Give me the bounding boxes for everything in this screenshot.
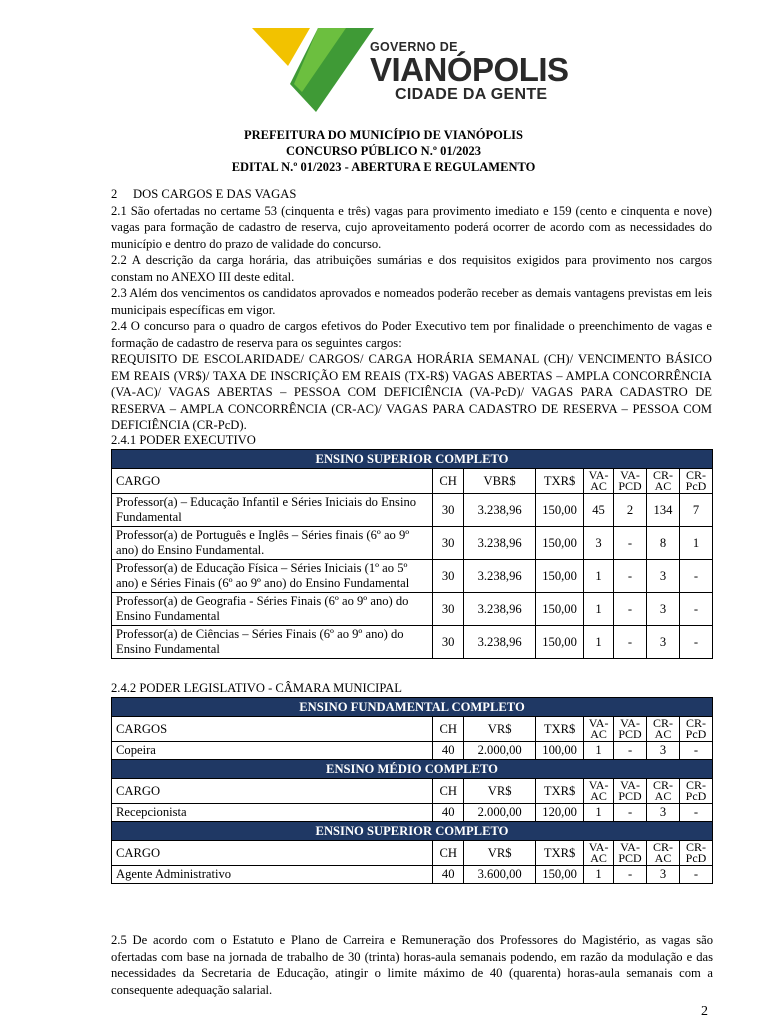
column-header: CARGO [112,779,433,804]
table-cell: 3 [647,742,680,760]
column-header: CR- PcD [679,717,712,742]
executive-positions-table [111,449,713,659]
header-line-3: EDITAL N.º 01/2023 - ABERTURA E REGULAMENTO [231,160,536,174]
subsection-2-4-1: 2.4.1 PODER EXECUTIVO [111,433,256,447]
table-cell: 3 [647,560,680,593]
table-cell: - [614,626,647,659]
column-header: VA- AC [584,841,614,866]
table-cell: 134 [647,494,680,527]
position-name-cell: Professor(a) de Português e Inglês – Séries finais (6º ao 9º ano) do Ensino Fundamental. [112,527,433,560]
table-header-row [112,779,713,804]
paragraph-2-3: 2.3 Além dos vencimentos os candidatos aprovados e nomeados poderão receber as demais vantagens previstas em leis municipais específicas em vigor. [111,286,712,317]
position-name-cell: Professor(a) de Educação Física – Séries Iniciais (1º ao 5º ano) e Séries Finais (6º ao 9º ano) do Ensino Fundamental [112,560,433,593]
paragraph-2-4-legend: REQUISITO DE ESCOLARIDADE/ CARGOS/ CARGA HORÁRIA SEMANAL (CH)/ VENCIMENTO BÁSICO EM REAIS (VR$)/ TAXA DE INSCRIÇÃO EM REAIS (TX-R$) VAGAS ABERTAS – AMPLA CONCORRÊNCIA (VA-AC)/ VAGAS ABERTAS – PESSOA COM DEFICIÊNCIA (VA-PcD)/ VAGAS PARA CADASTRO DE RESERVA – AMPLA CONCORRÊNCIA (CR-AC)/ VAGAS PARA CADASTRO DE RESERVA – PESSOA COM DEFICIÊNCIA (CR-PcD). [111,352,712,432]
table-band-row [112,760,713,779]
section-heading: 2 DOS CARGOS E DAS VAGAS [111,187,297,201]
column-header: VR$ [464,779,536,804]
table-cell: 40 [433,742,464,760]
paragraph-2-5: 2.5 De acordo com o Estatuto e Plano de Carreira e Remuneração dos Professores do Magistério, as vagas são ofertadas com base na jornada de trabalho de 30 (trinta) horas-aula semanais podendo, em razão da modulação e das necessidades da Secretaria de Educação, atingir o limite máximo de 40 (quarenta) horas-aula semanais com a consequente adequação salarial. [111,933,713,997]
column-header: CH [433,841,464,866]
column-header: CR- AC [647,717,680,742]
position-name-cell: Agente Administrativo [112,866,433,884]
logo-line-2: VIANÓPOLIS [370,51,569,88]
table-cell: 1 [584,593,614,626]
table-cell: 30 [433,560,464,593]
table-cell: 3 [647,593,680,626]
column-header: VA- PCD [614,717,647,742]
column-header: VA- PCD [614,779,647,804]
table-row [112,742,713,760]
table-cell: 150,00 [536,626,584,659]
table-cell: 40 [433,804,464,822]
subsection-2-4-2: 2.4.2 PODER LEGISLATIVO - CÂMARA MUNICIPAL [111,681,402,695]
table-cell: 3.238,96 [464,560,536,593]
table-row [112,626,713,659]
table-cell: 3 [584,527,614,560]
logo-wordmark [370,40,569,104]
page-number: 2 [701,1004,708,1019]
column-header: CR- AC [647,469,680,494]
table-cell: 3.600,00 [464,866,536,884]
table-cell: - [679,804,712,822]
table-cell: - [679,560,712,593]
table-cell: 45 [584,494,614,527]
education-level-band: ENSINO SUPERIOR COMPLETO [112,450,713,469]
column-header: VBR$ [464,469,536,494]
position-name-cell: Professor(a) – Educação Infantil e Séries Iniciais do Ensino Fundamental [112,494,433,527]
table-row [112,527,713,560]
logo-line-1: GOVERNO DE [370,40,458,54]
column-header: CARGO [112,841,433,866]
table-cell: - [614,560,647,593]
table-header-row [112,717,713,742]
column-header: CH [433,779,464,804]
table-cell: 3 [647,626,680,659]
table-cell: 3.238,96 [464,626,536,659]
table-cell: 150,00 [536,866,584,884]
column-header: VR$ [464,717,536,742]
table-header-row [112,469,713,494]
table-row [112,804,713,822]
column-header: VA- AC [584,469,614,494]
table-cell: - [614,742,647,760]
table-cell: 3.238,96 [464,527,536,560]
table-cell: - [679,593,712,626]
table-cell: 7 [679,494,712,527]
education-level-band: ENSINO SUPERIOR COMPLETO [112,822,713,841]
column-header: CR- AC [647,779,680,804]
table-band-row [112,822,713,841]
table-cell: 2.000,00 [464,804,536,822]
column-header: TXR$ [536,841,584,866]
column-header: TXR$ [536,779,584,804]
table-row [112,494,713,527]
table-cell: 150,00 [536,494,584,527]
logo-line-3: CIDADE DA GENTE [395,86,548,103]
education-level-band: ENSINO MÉDIO COMPLETO [112,760,713,779]
table-row [112,593,713,626]
table-band-row [112,450,713,469]
table-header-row [112,841,713,866]
table-cell: 8 [647,527,680,560]
table-cell: 3 [647,866,680,884]
paragraph-2-1: 2.1 São ofertadas no certame 53 (cinquenta e três) vagas para provimento imediato e 159 (cento e cinquenta e nove) vagas para formação de cadastro de reserva, cujo aproveitamento poderá ocorrer de acordo com as necessidades do município e dentro do prazo de validade do concurso. [111,203,712,251]
table-cell: 150,00 [536,593,584,626]
table-row [112,560,713,593]
table-cell: 1 [584,804,614,822]
column-header: CARGOS [112,717,433,742]
column-header: CR- PcD [679,469,712,494]
header-line-1: PREFEITURA DO MUNICÍPIO DE VIANÓPOLIS [244,128,523,142]
position-name-cell: Professor(a) de Ciências – Séries Finais (6º ao 9º ano) do Ensino Fundamental [112,626,433,659]
table-band-row [112,698,713,717]
column-header: VA- PCD [614,841,647,866]
table-cell: 30 [433,527,464,560]
table-cell: - [614,866,647,884]
table-cell: 1 [584,866,614,884]
column-header: VA- PCD [614,469,647,494]
column-header: CH [433,717,464,742]
paragraph-2-2: 2.2 A descrição da carga horária, das atribuições sumárias e dos requisitos exigidos para provimento nos cargos constam no ANEXO III deste edital. [111,253,712,284]
table-cell: 150,00 [536,560,584,593]
column-header: CH [433,469,464,494]
legislative-positions-table [111,697,713,884]
column-header: VR$ [464,841,536,866]
table-cell: 1 [584,560,614,593]
table-cell: - [614,804,647,822]
column-header: VA- AC [584,779,614,804]
table-cell: - [679,866,712,884]
column-header: CR- AC [647,841,680,866]
column-header: TXR$ [536,469,584,494]
table-cell: 30 [433,494,464,527]
column-header: CARGO [112,469,433,494]
table-cell: 150,00 [536,527,584,560]
column-header: VA- AC [584,717,614,742]
table-cell: 1 [584,626,614,659]
position-name-cell: Recepcionista [112,804,433,822]
table-cell: 120,00 [536,804,584,822]
table-cell: 2.000,00 [464,742,536,760]
table-cell: 2 [614,494,647,527]
table-cell: 1 [679,527,712,560]
education-level-band: ENSINO FUNDAMENTAL COMPLETO [112,698,713,717]
document-header [0,127,767,175]
column-header: CR- PcD [679,779,712,804]
table-cell: - [614,527,647,560]
table-cell: 3.238,96 [464,593,536,626]
column-header: CR- PcD [679,841,712,866]
table-cell: - [614,593,647,626]
table-cell: 1 [584,742,614,760]
paragraph-2-4: 2.4 O concurso para o quadro de cargos efetivos do Poder Executivo tem por finalidade o preenchimento de vagas e formação de cadastro de reserva para os seguintes cargos: [111,319,712,350]
section-2-body [111,186,712,434]
column-header: TXR$ [536,717,584,742]
table-cell: 40 [433,866,464,884]
table-cell: 100,00 [536,742,584,760]
position-name-cell: Professor(a) de Geografia - Séries Finais (6º ao 9º ano) do Ensino Fundamental [112,593,433,626]
table-cell: 30 [433,593,464,626]
table-cell: 3.238,96 [464,494,536,527]
table-cell: 30 [433,626,464,659]
table-cell: - [679,626,712,659]
table-cell: 3 [647,804,680,822]
position-name-cell: Copeira [112,742,433,760]
table-cell: - [679,742,712,760]
table-row [112,866,713,884]
header-line-2: CONCURSO PÚBLICO N.º 01/2023 [285,144,482,158]
